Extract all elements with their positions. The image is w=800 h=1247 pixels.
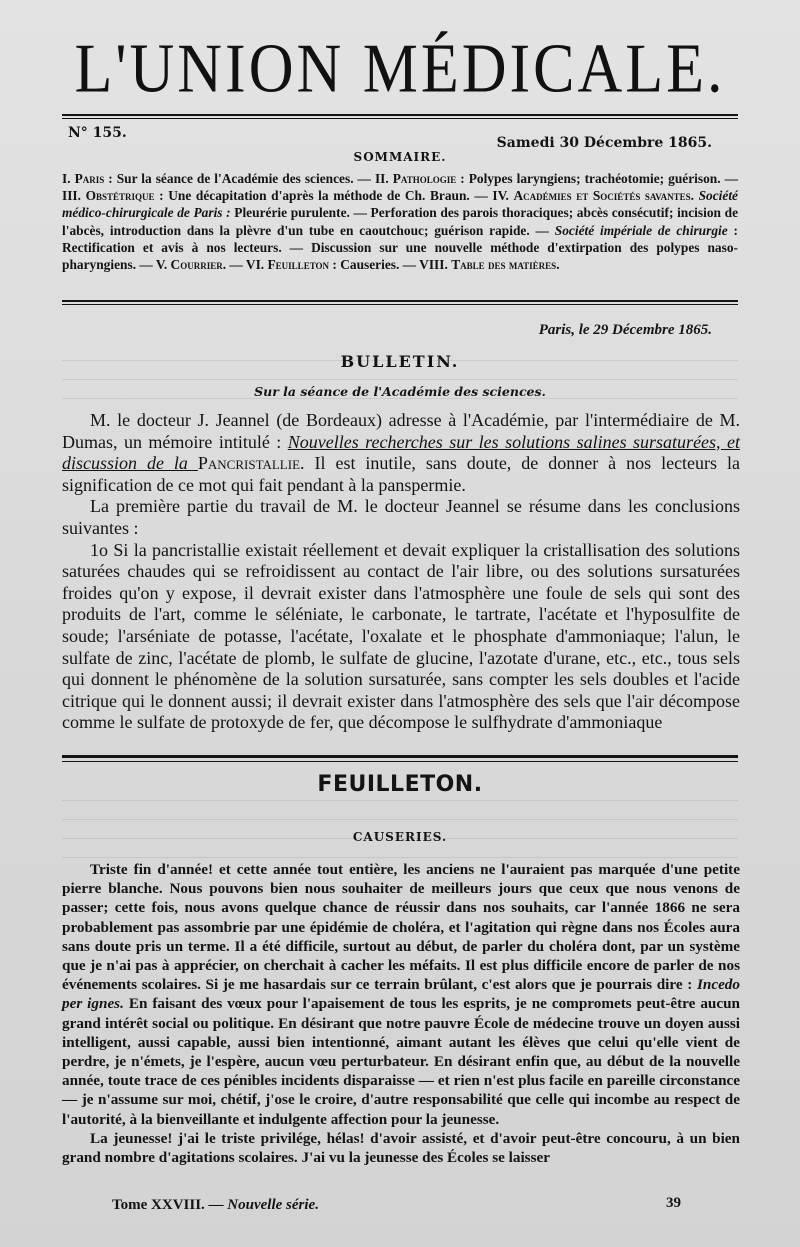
feuilleton-text: Triste fin d'année! et cette année tout entière, les anciens ne l'auraient pas marquée d'une petite pierre blanche. Nous pouvons bien nous souhaiter de meilleurs jours que ceux que nous venons de passer; cette fois, nous avons quelque chance de réussir dans nos souhaits, car l'année 1866 ne sera probablement pas assombrie par une épidémie de choléra, et l'agitation qui règne dans nos Écoles aura sans doute pris un terme. Il a été difficile, surtout au début, de parler du choléra dont, par un système que je n'ai pas à apprécier, on cherchait à cacher les méfaits. Il est plus difficile encore de parler de nos événements scolaires. Si je me hasardais sur ce terrain brûlant, c'est alors que je pourrais dire : <box>62 861 740 994</box>
feuilleton-rule-thick <box>62 755 738 758</box>
sommaire-text: : Polypes laryngiens; trachéotomie; guérison. — III. <box>62 171 738 204</box>
feuilleton-text: En faisant des vœux pour l'apaisement de tous les esprits, je ne compromets peut-être aucun grand intérêt social ou politique. En désirant que notre pauvre École de médecine trouve un doyen aussi intelligent, aussi capable, aussi bien intentionné, aimant autant les élèves que celui qu'elle vient de perdre, je n'émets, je l'espère, aucun vœu perturbateur. En désirant enfin que, au début de la nouvelle année, toute trace de ces pénibles incidents disparaisse — et rien n'est plus facile en pareille circonstance — je n'assume sur moi, chétif, j'ose le croire, d'autre responsabilité que celle qui incombe au respect de l'autorité, à la bienveillante et indulgente affection pour la jeunesse. <box>62 995 741 1128</box>
bulletin-text: . Il est inutile, sans doute, de donner à nos lecteurs la signification de ce mot qui fait pendant à la panspermie. <box>62 453 740 495</box>
sommaire-society: Société impériale de chirurgie <box>554 222 728 238</box>
issue-date: Samedi 30 Décembre 1865. <box>496 135 712 151</box>
sommaire-num: I. <box>62 171 71 186</box>
pancristallie-term: Pancristallie <box>197 453 301 474</box>
sommaire-label: Pathologie <box>392 171 457 186</box>
sommaire-label: Obstétrique <box>85 188 155 204</box>
sommaire-text: : Rectification et avis à nos lecteurs. — Discussion sur une nouvelle méthode d'extirpation des polypes naso-pharyngiens. — V. <box>62 222 738 273</box>
footer-tome-text: Tome XXVIII. — <box>112 1197 228 1213</box>
bulletin-paragraph: 1o Si la pancristallie existait réellement et devait expliquer la cristallisation des solutions saturées chaudes qui se refroidissent au contact de l'air libre, ou des solutions sursaturées froides qu'on y expose, il devrait exister dans l'atmosphère une foule de sels qui sont des produits de l'art, comme le séléniate, le carbonate, le tartrate, l'acétate et l'hyposulfite de soude; l'arséniate de potasse, l'acétate, l'oxalate et le phosphate d'ammoniaque; l'alun, le sulfate de zinc, l'acétate de plomb, le sulfate de glucine, l'azotate d'urane, etc., etc., tous sels qui donnent le phénomène de la solution sursaturée, sans compter les sels doubles et l'acide citrique qui le donnent aussi; il devrait exister dans l'atmosphère des sels que l'air décompose comme le sulfate de protoxyde de fer, que décompose le sulfhydrate d'ammoniaque <box>62 539 740 733</box>
sommaire-label: Académies et Sociétés savantes. <box>513 188 694 204</box>
latin-quote: Incedo per ignes. <box>62 976 740 1013</box>
bulletin-dateline: Paris, le 29 Décembre 1865. <box>538 322 712 338</box>
sommaire-text: : Sur la séance de l'Académie des sciences. — II. <box>104 171 393 186</box>
masthead-rule-thick <box>62 114 738 116</box>
sommaire-text: . <box>556 257 560 273</box>
memoir-title: Nouvelles recherches sur les solutions salines sursaturées, et discussion de la <box>62 431 740 474</box>
feuilleton-body <box>62 860 740 1167</box>
sommaire-text: . — VI. <box>222 257 268 273</box>
feuilleton-paragraph: La jeunesse! j'ai le triste privilége, hélas! d'avoir assisté, et d'avoir peut-être concouru, à un bien grand nombre d'agitations scolaires. J'ai vu la jeunesse des Écoles se laisser <box>62 1129 740 1167</box>
causeries-title: CAUSERIES. <box>352 830 448 844</box>
bulletin-subtitle: Sur la séance de l'Académie des sciences. <box>254 384 546 399</box>
sommaire-label: Table des matières <box>451 257 557 273</box>
sommaire-rule-thin <box>62 304 738 305</box>
sommaire-text: : Causeries. — VIII. <box>329 257 452 273</box>
sommaire-label: Feuilleton <box>267 257 330 273</box>
sommaire-text: : Une décapitation d'après la méthode de Ch. Braun. — IV. <box>154 188 514 204</box>
feuilleton-paragraph <box>62 860 740 1129</box>
footer-tome <box>112 1197 319 1214</box>
masthead-title: L'UNION MÉDICALE. <box>74 30 726 108</box>
bulletin-text: M. le docteur J. Jeannel (de Bordeaux) adresse à l'Académie, par l'intermédiaire de M. Dumas, un mémoire intitulé : <box>62 410 740 452</box>
footer-serie: Nouvelle série. <box>227 1197 319 1213</box>
sommaire-society: Société médico-chirurgicale de Paris : <box>62 188 739 221</box>
feuilleton-title: FEUILLETON. <box>317 772 483 797</box>
bulletin-paragraph: La première partie du travail de M. le docteur Jeannel se résume dans les conclusions suivantes : <box>62 496 740 538</box>
bulletin-title: BULLETIN. <box>340 352 460 371</box>
sommaire-rule-thick <box>62 300 738 302</box>
bulletin-body <box>62 410 740 734</box>
masthead-rule-thin <box>62 118 738 119</box>
issue-number: N° 155. <box>68 125 127 141</box>
sommaire-label: Courrier <box>170 257 223 273</box>
sommaire-title: SOMMAIRE. <box>353 150 447 164</box>
feuilleton-rule-thin <box>62 761 738 762</box>
sommaire-body <box>62 170 738 273</box>
page-number: 39 <box>666 1195 681 1211</box>
sommaire-text: Pleurérie purulente. — Perforation des parois thoraciques; abcès consécutif; incision de l'abcès, introduction dans la plèvre d'un tube en caoutchouc; guérison rapide. — <box>62 205 739 238</box>
bulletin-paragraph <box>62 410 740 496</box>
sommaire-label: Paris <box>74 171 105 186</box>
